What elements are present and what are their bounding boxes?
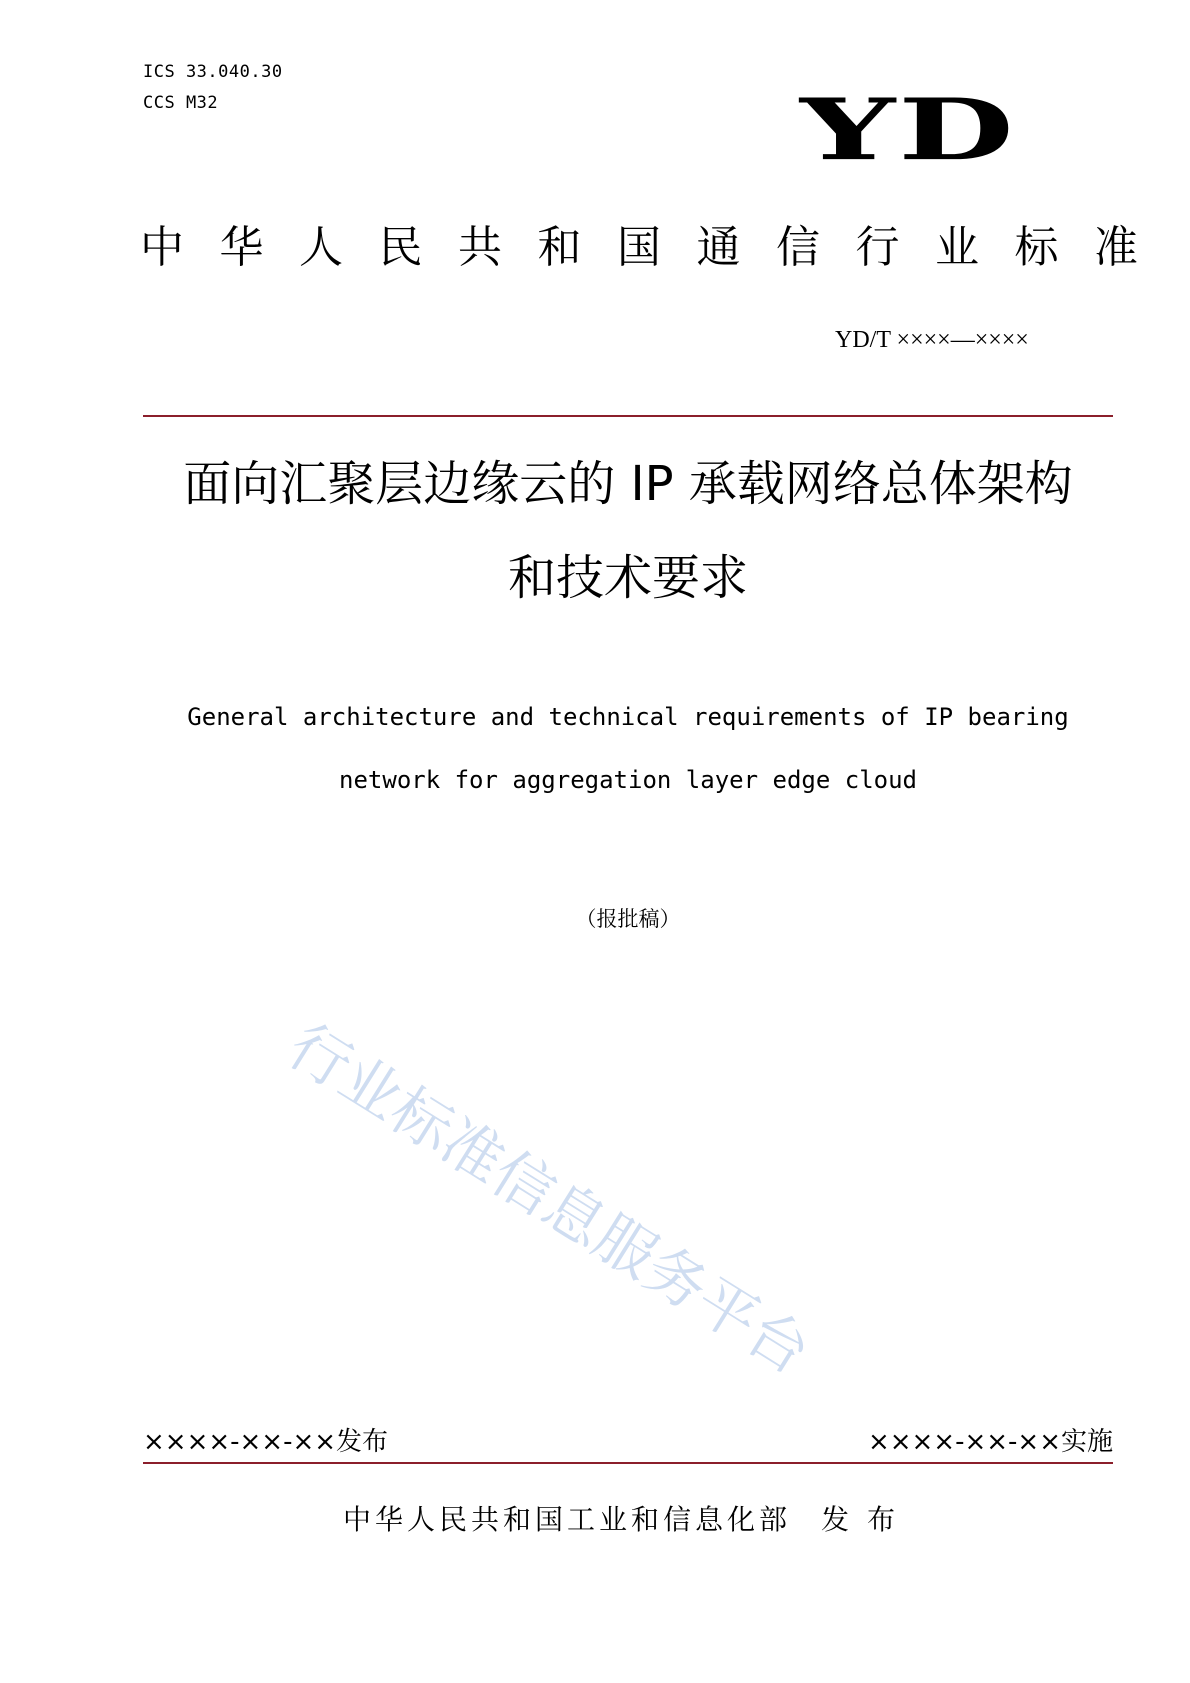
draft-status: （报批稿）: [575, 907, 681, 931]
publish-date: ××××-××-××发布: [143, 1427, 389, 1457]
yd-logo: YD: [800, 80, 1017, 180]
publisher-action: 发布: [821, 1503, 914, 1536]
ics-code: ICS 33.040.30: [143, 62, 283, 82]
watermark: 行业标准信息服务平台: [276, 1011, 822, 1389]
publisher-name: 中华人民共和国工业和信息化部: [342, 1503, 791, 1536]
document-title-cn-line1: 面向汇聚层边缘云的 IP 承载网络总体架构: [183, 456, 1073, 512]
ccs-code: CCS M32: [143, 93, 219, 113]
standard-number: YD/T ××××—××××: [835, 327, 1029, 353]
document-title-cn-line2: 和技术要求: [507, 550, 748, 606]
document-title-en-line2: network for aggregation layer edge cloud: [339, 766, 917, 794]
top-divider: [143, 415, 1113, 417]
publisher-line: [143, 1500, 1113, 1540]
effective-date: ××××-××-××实施: [867, 1427, 1113, 1457]
standard-category-title: 中华人民共和国通信行业标准: [140, 222, 1174, 273]
document-title-en-line1: General architecture and technical requirements of IP bearing: [187, 703, 1069, 731]
bottom-divider: [143, 1462, 1113, 1464]
